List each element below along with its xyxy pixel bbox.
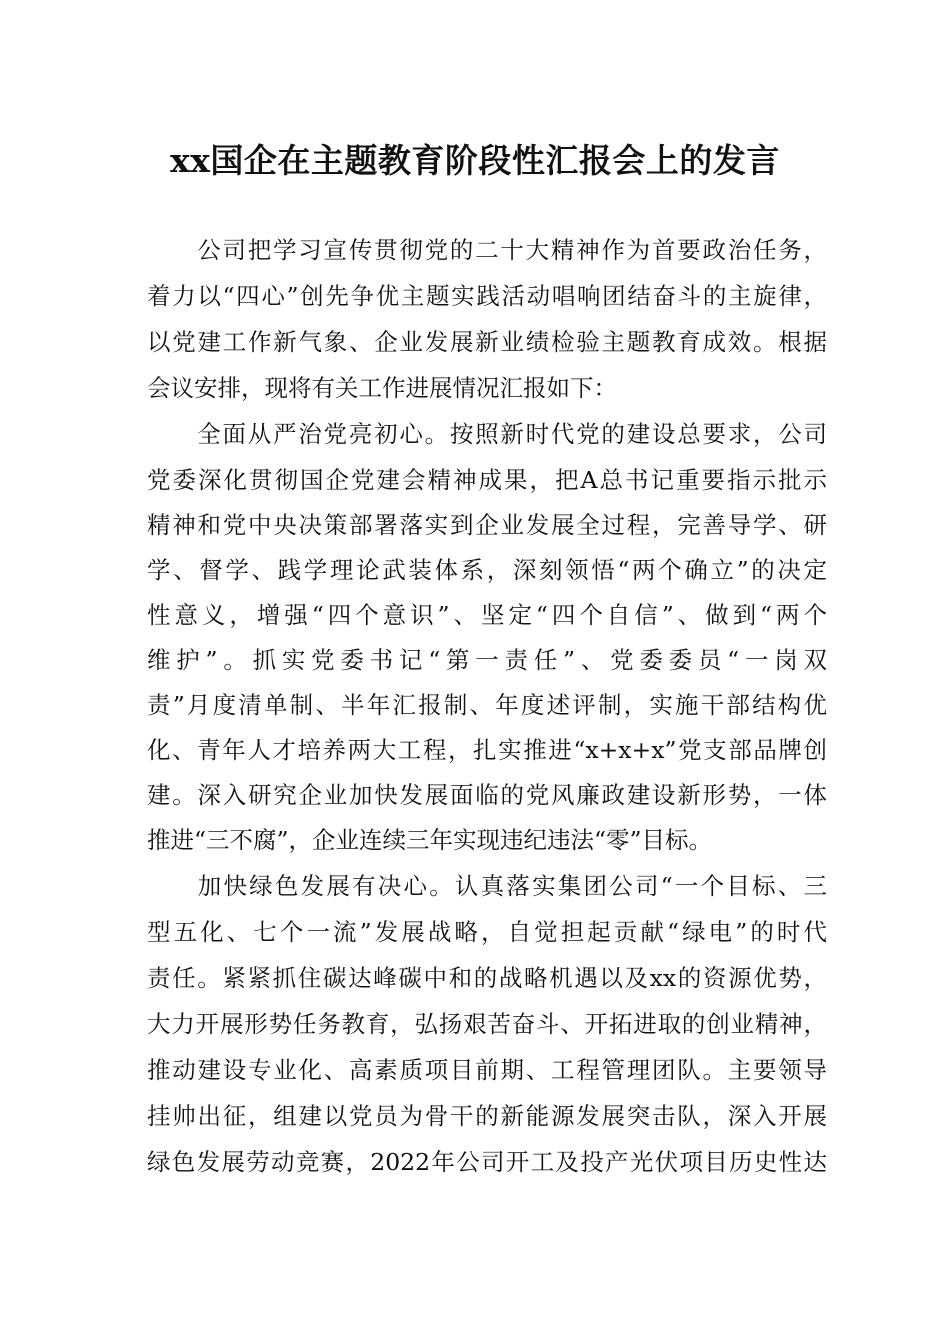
paragraph-line: 挂帅出征，组建以党员为骨干的新能源发展突击队，深入开展: [147, 1102, 827, 1130]
paragraph-line: 责任。紧紧抓住碳达峰碳中和的战略机遇以及xx的资源优势，: [147, 964, 827, 992]
paragraph-line: 推动建设专业化、高素质项目前期、工程管理团队。主要领导: [147, 1056, 827, 1084]
paragraph-line: 公司把学习宣传贯彻党的二十大精神作为首要政治任务，: [172, 236, 827, 264]
paragraph-line: 责”月度清单制、半年汇报制、年度述评制，实施干部结构优: [147, 691, 827, 719]
paragraph-line: 化、青年人才培养两大工程，扎实推进“x+x+x”党支部品牌创: [147, 736, 827, 764]
paragraph-line: 推进“三不腐”，企业连续三年实现违纪违法“零”目标。: [147, 826, 713, 854]
paragraph-line: 型五化、七个一流”发展战略，自觉担起贡献“绿电”的时代: [147, 918, 827, 946]
paragraph-line: 全面从严治党亮初心。按照新时代党的建设总要求，公司: [172, 420, 827, 448]
paragraph-line: 加快绿色发展有决心。认真落实集团公司“一个目标、三: [172, 872, 827, 900]
paragraph-line: 建。深入研究企业加快发展面临的党风廉政建设新形势，一体: [147, 781, 827, 809]
paragraph-line: 维护”。抓实党委书记“第一责任”、党委委员“一岗双: [147, 646, 827, 674]
paragraph-line: 性意义，增强“四个意识”、坚定“四个自信”、做到“两个: [147, 601, 827, 629]
document-title: xx国企在主题教育阶段性汇报会上的发言: [170, 141, 780, 180]
paragraph-line: 党委深化贯彻国企党建会精神成果，把A总书记重要指示批示: [147, 466, 827, 494]
paragraph-line: 精神和党中央决策部署落实到企业发展全过程，完善导学、研: [147, 511, 827, 539]
paragraph-line: 大力开展形势任务教育，弘扬艰苦奋斗、开拓进取的创业精神，: [147, 1010, 827, 1038]
paragraph-line: 以党建工作新气象、企业发展新业绩检验主题教育成效。根据: [147, 328, 827, 356]
paragraph-line: 绿色发展劳动竞赛，2022年公司开工及投产光伏项目历史性达: [147, 1148, 827, 1176]
paragraph-line: 学、督学、践学理论武装体系，深刻领悟“两个确立”的决定: [147, 556, 827, 584]
paragraph-line: 会议安排，现将有关工作进展情况汇报如下：: [147, 374, 617, 402]
paragraph-line: 着力以“四心”创先争优主题实践活动唱响团结奋斗的主旋律，: [147, 282, 827, 310]
